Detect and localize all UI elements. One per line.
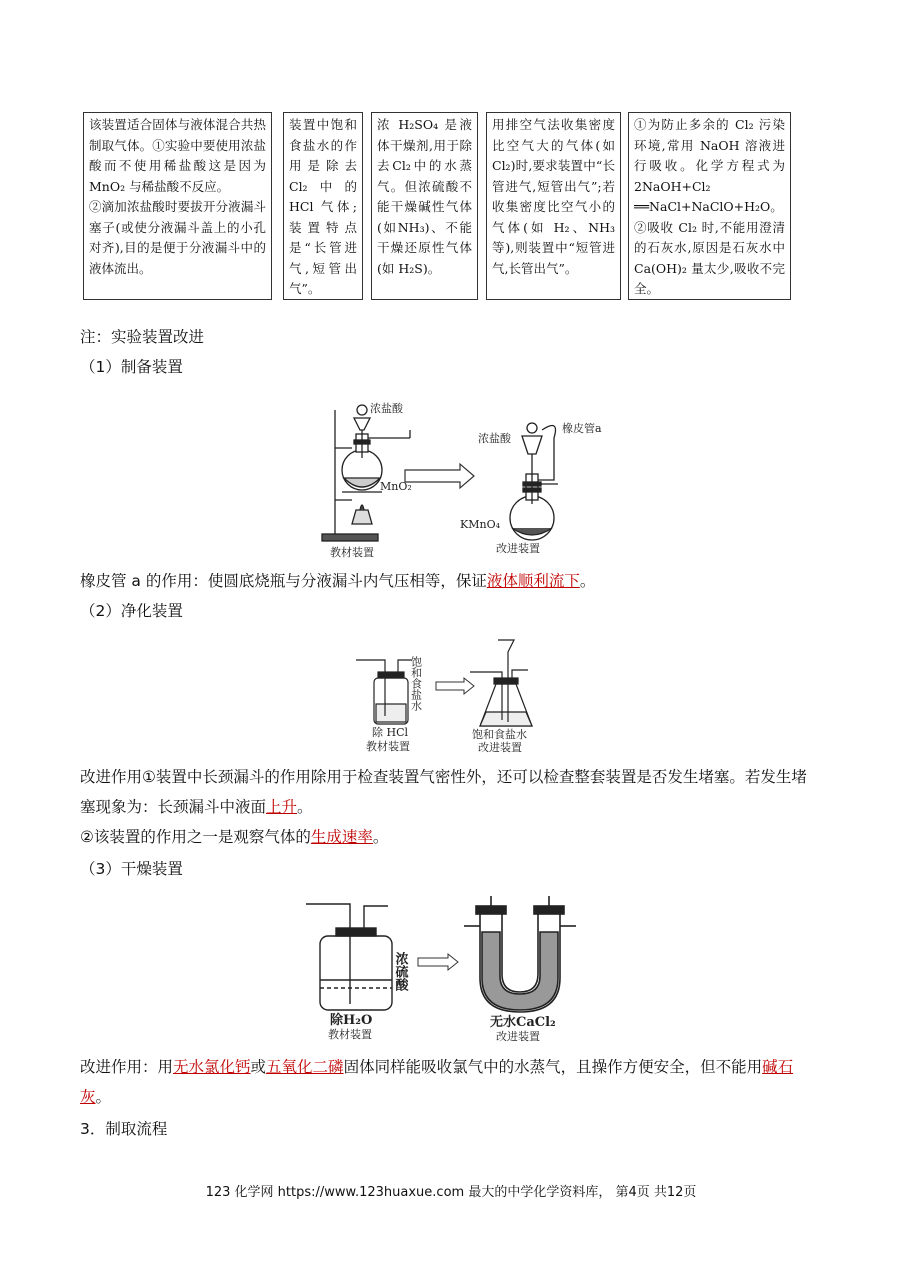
caption-brine: 饱和食盐水: [472, 728, 527, 741]
textbook-prep-apparatus: [322, 405, 410, 541]
caption-textbook-3: 教材装置: [328, 1028, 372, 1041]
caption-cacl2: 无水CaCl₂: [490, 1015, 556, 1030]
label-mno2: MnO₂: [380, 480, 412, 493]
textbook-wash-bottle: [356, 660, 412, 724]
section-3-text-d: 。: [95, 1088, 112, 1106]
answer-soda-lime: 碱石灰: [80, 1058, 794, 1106]
section-4-heading: 3．制取流程: [80, 1120, 168, 1138]
section-2-text-1a: 改进作用①装置中长颈漏斗的作用除用于检查装置气密性外，还可以检查整套装置是否发生堵塞。若发生堵塞现象为：长颈漏斗中液面: [80, 768, 807, 816]
arrow-icon: [418, 954, 458, 970]
caption-remove-h2o: 除H₂O: [330, 1013, 373, 1028]
table-cell-3: [371, 112, 478, 300]
note-heading: 注：实验装置改进: [80, 328, 205, 346]
label-rubber-tube: 橡皮管a: [562, 422, 602, 435]
improved-prep-apparatus: [510, 423, 558, 540]
figure-drying-apparatus: [300, 892, 580, 1042]
textbook-drying-bottle: [306, 904, 392, 1010]
page-footer: 123 化学网 https://www.123huaxue.com 最大的中学化学资料库， 第4页 共12页: [205, 1185, 697, 1200]
section-1-text-a: 橡皮管 a 的作用：使圆底烧瓶与分液漏斗内气压相等，保证: [80, 572, 487, 590]
section-2-text-2b: 。: [372, 828, 389, 846]
answer-cacl2: 无水氯化钙: [173, 1058, 251, 1076]
caption-improved-2: 改进装置: [478, 741, 522, 754]
section-2-heading: （2）净化装置: [80, 602, 183, 620]
arrow-icon: [436, 678, 474, 694]
section-3-text: [80, 1052, 822, 1112]
caption-improved: 改进装置: [496, 542, 540, 555]
section-2-text-1: [80, 762, 822, 822]
answer-rate: 生成速率: [310, 828, 373, 846]
caption-remove-hcl: 除 HCl: [372, 726, 409, 739]
table-cell-5: [628, 112, 791, 300]
section-2-text-2a: ②该装置的作用之一是观察气体的: [80, 828, 311, 846]
caption-improved-3: 改进装置: [496, 1030, 540, 1042]
section-1-heading: （1）制备装置: [80, 358, 183, 376]
table-cell-2: [283, 112, 363, 300]
answer-rise: 上升: [266, 798, 298, 816]
label-conc-h2so4: 浓硫酸: [392, 952, 408, 991]
table-cell-1: [83, 112, 272, 300]
caption-textbook-2: 教材装置: [366, 740, 410, 753]
section-1-text: [80, 566, 822, 596]
label-kmno4: KMnO₄: [460, 518, 500, 531]
cell-2-text: 装置中饱和食盐水的作用是除去Cl₂中的 HCl 气体;装置特点是“长管进气,短管出气”。: [289, 117, 357, 296]
cell-1-para-2: ②滴加浓盐酸时要拔开分液漏斗塞子(或使分液漏斗盖上的小孔对齐),目的是便于分液漏斗中的液体流出。: [89, 199, 266, 276]
cell-1-para-1: 该装置适合固体与液体混合共热制取气体。①实验中要使用浓盐酸而不使用稀盐酸这是因为 MnO₂ 与稀盐酸不反应。: [89, 117, 266, 194]
section-3-text-a: 改进作用：用: [80, 1058, 174, 1076]
improved-u-tube: [464, 896, 576, 1012]
cell-4-text: 用排空气法收集密度比空气大的气体(如 Cl₂)时,要求装置中“长管进气,短管出气”;若收集密度比空气小的气体(如 H₂、NH₃ 等),则装置中“短管进气,长管出气”。: [492, 117, 615, 276]
figure-purification-apparatus: [352, 636, 552, 756]
label-brine-vertical: 饱和食盐水: [409, 656, 423, 711]
section-3-text-c: 固体同样能吸收氯气中的水蒸气，且操作方便安全，但不能用: [343, 1058, 763, 1076]
arrow-icon: [405, 464, 474, 488]
section-3-text-b: 或: [250, 1058, 267, 1076]
cell-5-para-1: ①为防止多余的 Cl₂ 污染环境,常用 NaOH 溶液进行吸收。化学方程式为 2NaOH+Cl₂ ══NaCl+NaClO+H₂O。: [634, 117, 785, 214]
label-conc-hcl-2: 浓盐酸: [478, 432, 511, 445]
table-cell-4: [486, 112, 621, 300]
answer-liquid-flows: 液体顺利流下: [486, 572, 580, 590]
section-2-text-2: [80, 822, 822, 852]
cell-5-para-2: ②吸收 Cl₂ 时,不能用澄清的石灰水,原因是石灰水中 Ca(OH)₂ 量太少,吸收不完全。: [634, 219, 785, 296]
improved-wash-flask: [470, 640, 532, 726]
answer-p2o5: 五氧化二磷: [266, 1058, 344, 1076]
figure-preparation-apparatus: [310, 388, 620, 562]
caption-textbook: 教材装置: [330, 546, 374, 559]
section-2-text-1b: 。: [297, 798, 313, 816]
section-1-text-b: 。: [579, 572, 596, 590]
section-3-heading: （3）干燥装置: [80, 860, 183, 878]
label-conc-hcl: 浓盐酸: [370, 402, 403, 415]
cell-3-text: 浓 H₂SO₄ 是液体干燥剂,用于除去Cl₂中的水蒸气。但浓硫酸不能干燥碱性气体(如NH₃)、不能干燥还原性气体(如 H₂S)。: [377, 117, 472, 276]
